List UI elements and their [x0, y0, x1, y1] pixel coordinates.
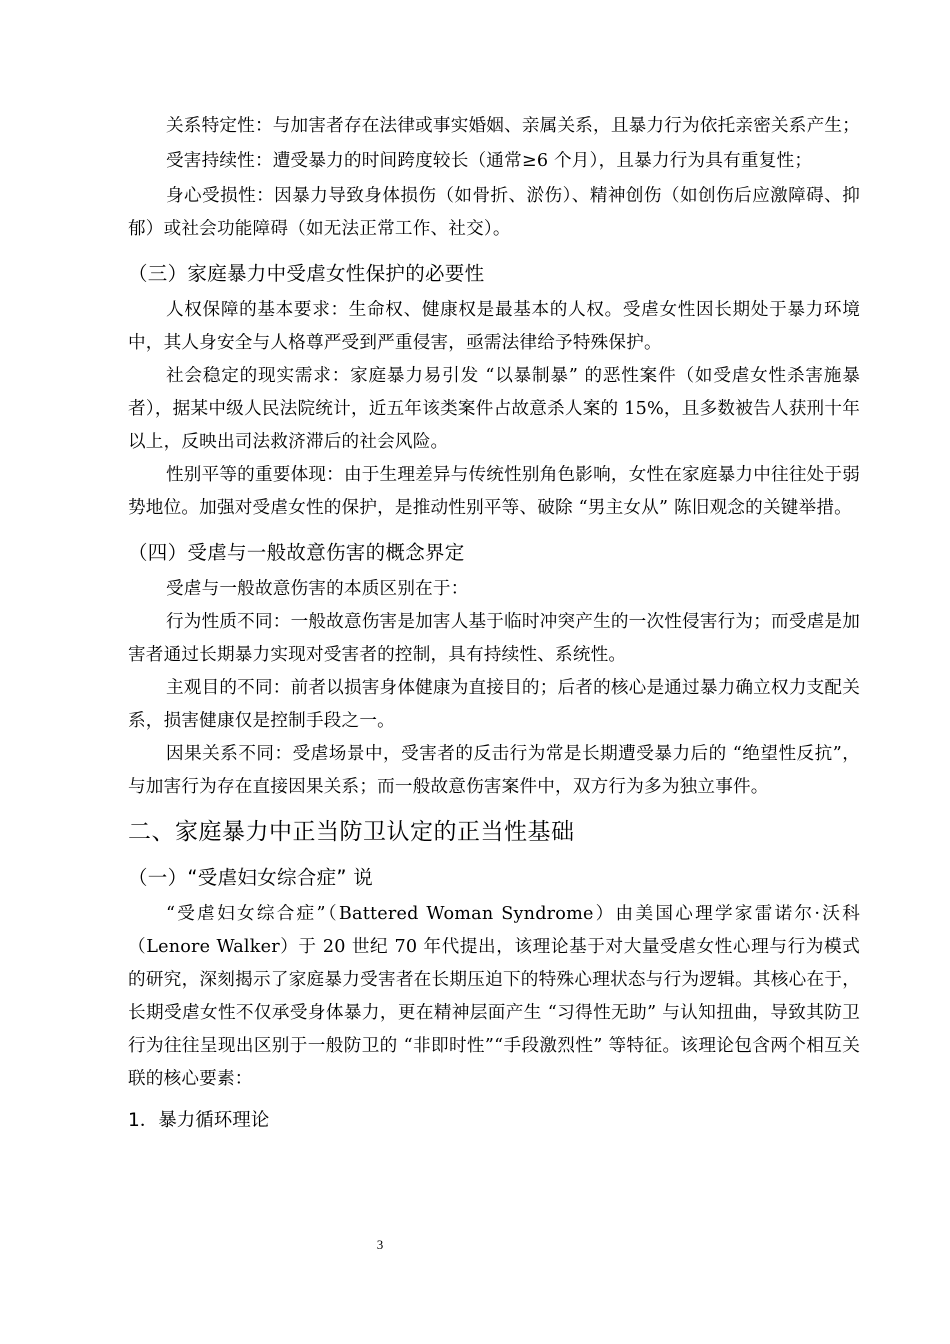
paragraph-human-rights: 人权保障的基本要求：生命权、健康权是最基本的人权。受虐女性因长期处于暴力环境中，其人身安全与人格尊严受到严重侵害，亟需法律给予特殊保护。 [128, 300, 860, 353]
paragraph-social-stability: 社会稳定的现实需求：家庭暴力易引发 “以暴制暴” 的恶性案件（如受虐女性杀害施暴者），据某中级人民法院统计，近五年该类案件占故意杀人案的 15%，且多数被告人获刑十年以上，反映出司法救济滞后的社会风险。 [128, 366, 860, 452]
section-heading-protection-necessity: （三）家庭暴力中受虐女性保护的必要性 [128, 262, 485, 285]
paragraph-gender-equality: 性别平等的重要体现：由于生理差异与传统性别角色影响，女性在家庭暴力中往往处于弱势地位。加强对受虐女性的保护，是推动性别平等、破除 “男主女从” 陈旧观念的关键举措。 [128, 465, 860, 518]
page-number: 3 [376, 1237, 384, 1252]
minor-heading-violence-cycle: 1．暴力循环理论 [128, 1110, 270, 1131]
paragraph-causal-relationship: 因果关系不同：受虐场景中，受害者的反击行为常是长期遭受暴力后的 “绝望性反抗”，与加害行为存在直接因果关系；而一般故意伤害案件中，双方行为多为独立事件。 [128, 744, 860, 797]
paragraph-behavior-nature: 行为性质不同：一般故意伤害是加害人基于临时冲突产生的一次性侵害行为；而受虐是加害者通过长期暴力实现对受害者的控制，具有持续性、系统性。 [128, 612, 860, 665]
paragraph-essential-difference: 受虐与一般故意伤害的本质区别在于： [166, 579, 469, 599]
section-heading-battered-woman-syndrome: （一）“受虐妇女综合症” 说 [128, 866, 374, 889]
paragraph-subjective-purpose: 主观目的不同：前者以损害身体健康为直接目的；后者的核心是通过暴力确立权力支配关系，损害健康仅是控制手段之一。 [128, 678, 860, 731]
paragraph-relationship-specificity: 关系特定性：与加害者存在法律或事实婚姻、亲属关系，且暴力行为依托亲密关系产生； [166, 116, 860, 136]
section-heading-concept-definition: （四）受虐与一般故意伤害的概念界定 [128, 541, 465, 564]
document-body [128, 110, 860, 1138]
paragraph-bws-theory: “受虐妇女综合症”（Battered Woman Syndrome）由美国心理学家雷诺尔·沃科（Lenore Walker）于 20 世纪 70 年代提出，该理论基于对大量受虐女性心理与行为模式的研究，深刻揭示了家庭暴力受害者在长期压迫下的特殊心理状态与行为逻辑。其核心在于，长期受虐女性不仅承受身体暴力，更在精神层面产生 “习得性无助” 与认知扭曲，导致其防卫行为往往呈现出区别于一般防卫的 “非即时性”“手段激烈性” 等特征。该理论包含两个相互关联的核心要素： [128, 904, 860, 1089]
paragraph-physical-mental-damage: 身心受损性：因暴力导致身体损伤（如骨折、淤伤）、精神创伤（如创伤后应激障碍、抑郁）或社会功能障碍（如无法正常工作、社交）。 [128, 186, 860, 239]
chapter-heading-self-defense-basis: 二、家庭暴力中正当防卫认定的正当性基础 [128, 819, 575, 845]
paragraph-victim-persistence: 受害持续性：遭受暴力的时间跨度较长（通常≥6 个月），且暴力行为具有重复性； [166, 151, 813, 171]
